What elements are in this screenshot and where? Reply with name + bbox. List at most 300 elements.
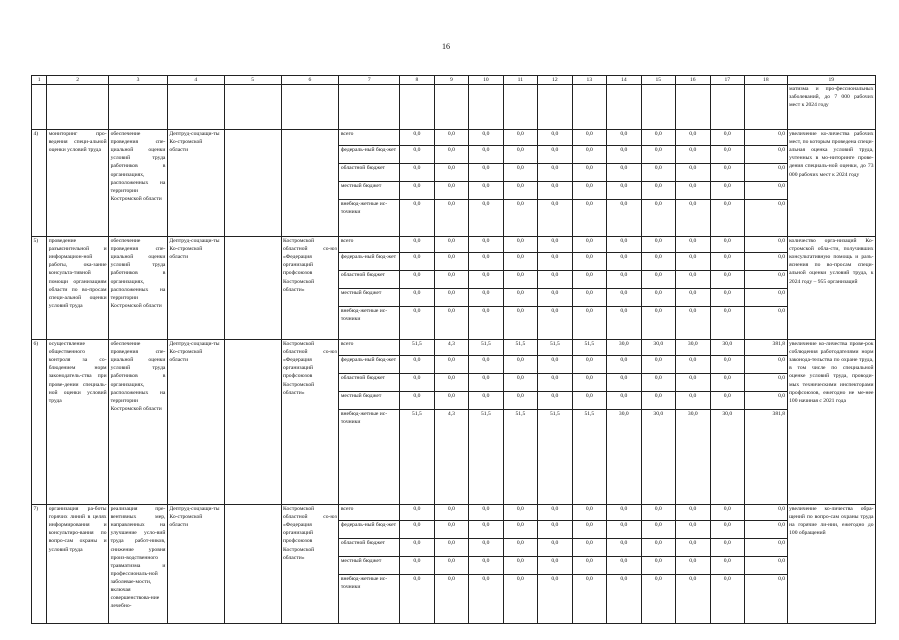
funding-source-cell: областной бюджет [339,374,400,392]
value-cell: 0,0 [400,575,434,624]
value-cell: 0,0 [607,374,641,392]
value-cell: 0,0 [676,200,710,237]
column-number: 12 [538,76,572,85]
empty-cell [167,85,224,130]
value-cell: 0,0 [745,130,788,146]
value-cell: 0,0 [469,253,503,271]
table-body [32,76,876,624]
value-cell: 0,0 [469,182,503,200]
value-cell: 0,0 [710,271,744,289]
value-cell: 0,0 [710,539,744,557]
value-cell: 0,0 [434,392,468,410]
value-cell: 0,0 [607,130,641,146]
value-cell: 0,0 [607,356,641,374]
value-cell: 30,0 [710,410,744,505]
value-cell: 0,0 [676,521,710,539]
column-number: 3 [109,76,168,85]
value-cell: 0,0 [538,505,572,521]
value-cell: 0,0 [400,200,434,237]
value-cell: 0,0 [503,307,537,340]
value-cell: 0,0 [745,557,788,575]
row-number-cell: 5) [32,237,47,340]
value-cell: 0,0 [572,575,606,624]
empty-cell [503,85,537,130]
value-cell: 0,0 [434,200,468,237]
value-cell: 0,0 [434,130,468,146]
table-row [32,130,876,146]
value-cell: 0,0 [607,182,641,200]
value-cell: 0,0 [710,521,744,539]
result-cell: количество орга-низаций Ко-стромской обла-сти, получивших консультативную помощь и разъ-яснения по во-просам специ-альной оценки условий труда, к 2024 году – 955 организаций [787,237,875,340]
value-cell: 0,0 [572,392,606,410]
value-cell: 0,0 [538,307,572,340]
value-cell: 0,0 [676,356,710,374]
funding-source-cell: областной бюджет [339,164,400,182]
value-cell: 0,0 [503,539,537,557]
value-cell: 0,0 [400,289,434,307]
value-cell: 0,0 [641,271,675,289]
value-cell: 51,5 [400,340,434,356]
value-cell: 0,0 [607,521,641,539]
column-number: 6 [281,76,339,85]
empty-cell [281,85,339,130]
value-cell: 0,0 [572,146,606,164]
value-cell: 0,0 [538,539,572,557]
value-cell: 0,0 [434,164,468,182]
value-cell: 0,0 [641,200,675,237]
value-cell: 0,0 [469,356,503,374]
funding-source-cell: областной бюджет [339,539,400,557]
value-cell: 0,0 [745,356,788,374]
value-cell: 0,0 [641,164,675,182]
value-cell: 0,0 [538,182,572,200]
value-cell: 0,0 [538,521,572,539]
value-cell: 0,0 [503,392,537,410]
activity-cell: организация ра-боты горячих линий в целях информирования и консультиро-вания по вопро-сам охраны и условий труда [47,505,109,624]
value-cell: 381,8 [745,340,788,356]
funding-source-cell: всего [339,505,400,521]
content-cell: обеспечение проведения спе-циальной оценки условий труда работников в организациях, расположенных на территории Костромской области [109,237,168,340]
empty-cell [641,85,675,130]
value-cell: 0,0 [538,200,572,237]
value-cell: 0,0 [710,200,744,237]
funding-source-cell: федераль-ный бюд-жет [339,356,400,374]
empty-cell [224,85,281,130]
value-cell: 30,0 [710,340,744,356]
executor-cell: Дептруд-соцзащи-ты Ко-стромской области [167,505,224,624]
value-cell: 0,0 [745,182,788,200]
value-cell: 0,0 [538,130,572,146]
value-cell: 51,5 [469,410,503,505]
value-cell: 0,0 [503,575,537,624]
value-cell: 4,3 [434,410,468,505]
activity-cell: осуществление общественного контроля за со-блюдением норм законодатель-ства при прове-дении специаль-ной оценки условий труда [47,340,109,505]
value-cell: 0,0 [469,164,503,182]
column-number: 9 [434,76,468,85]
value-cell: 0,0 [503,289,537,307]
executor-cell: Дептруд-соцзащи-ты Ко-стромской области [167,237,224,340]
value-cell: 0,0 [503,130,537,146]
value-cell: 51,5 [400,410,434,505]
result-cell: увеличение ко-личества прове-рок соблюдения работодателями норм законода-тельства по охране труда, в том числе по специальной оценке условий труда, проводи-мых техническими инспекторами профсоюзов, ежегодно не ме-нее 100 начиная с 2021 года [787,340,875,505]
column-number: 11 [503,76,537,85]
value-cell: 0,0 [710,164,744,182]
value-cell: 0,0 [469,575,503,624]
value-cell: 0,0 [745,307,788,340]
value-cell: 30,0 [676,340,710,356]
value-cell: 0,0 [607,253,641,271]
value-cell: 0,0 [434,356,468,374]
empty-cell [339,85,400,130]
value-cell: 0,0 [745,289,788,307]
column-number: 10 [469,76,503,85]
page-number: 16 [442,42,450,51]
value-cell: 0,0 [400,164,434,182]
value-cell: 0,0 [503,356,537,374]
column-number: 13 [572,76,606,85]
value-cell: 0,0 [538,392,572,410]
value-cell: 0,0 [641,575,675,624]
value-cell: 0,0 [400,356,434,374]
value-cell: 0,0 [469,539,503,557]
value-cell: 0,0 [572,253,606,271]
value-cell: 0,0 [710,575,744,624]
value-cell: 0,0 [641,356,675,374]
value-cell: 0,0 [745,164,788,182]
empty-cell [538,85,572,130]
funding-source-cell: всего [339,130,400,146]
value-cell: 4,3 [434,340,468,356]
value-cell: 0,0 [676,505,710,521]
value-cell: 30,0 [607,410,641,505]
value-cell: 0,0 [607,505,641,521]
participants-cell: Костромской областной со-юз «Федерация организаций профсоюзов Костромской области» [281,505,339,624]
funding-source-cell: всего [339,237,400,253]
value-cell: 0,0 [469,557,503,575]
value-cell: 0,0 [469,289,503,307]
funding-source-cell: федераль-ный бюд-жет [339,146,400,164]
value-cell: 0,0 [469,130,503,146]
value-cell: 0,0 [503,146,537,164]
row-number-cell: 4) [32,130,47,237]
value-cell: 51,5 [538,340,572,356]
value-cell: 0,0 [710,237,744,253]
value-cell: 0,0 [503,557,537,575]
value-cell: 0,0 [538,575,572,624]
value-cell: 0,0 [469,307,503,340]
empty-cell [400,85,434,130]
table-row [32,340,876,356]
empty-cell [224,237,281,340]
program-measures-table [31,75,876,624]
value-cell: 30,0 [641,410,675,505]
value-cell: 381,8 [745,410,788,505]
content-cell: обеспечение проведения спе-циальной оценки условий труда работников в организациях, расположенных на территории Костромской области [109,130,168,237]
value-cell: 0,0 [710,505,744,521]
value-cell: 0,0 [710,146,744,164]
column-number: 19 [787,76,875,85]
value-cell: 0,0 [572,271,606,289]
value-cell: 0,0 [538,557,572,575]
value-cell: 0,0 [676,539,710,557]
value-cell: 51,5 [538,410,572,505]
result-cell: увеличение ко-личества обра-щений по вопро-сам охраны труда на горячие ли-нии, ежегодно до 100 обращений [787,505,875,624]
value-cell: 0,0 [469,237,503,253]
value-cell: 0,0 [710,182,744,200]
row-number-cell: 6) [32,340,47,505]
value-cell: 0,0 [400,307,434,340]
value-cell: 0,0 [641,505,675,521]
value-cell: 0,0 [434,289,468,307]
value-cell: 0,0 [607,392,641,410]
empty-cell [710,85,744,130]
column-number: 17 [710,76,744,85]
empty-cell [47,85,109,130]
participants-cell: Костромской областной со-юз «Федерация организаций профсоюзов Костромской области» [281,340,339,505]
value-cell: 0,0 [607,164,641,182]
empty-cell [469,85,503,130]
funding-source-cell: внебюд-жетные ис-точники [339,307,400,340]
value-cell: 0,0 [607,307,641,340]
value-cell: 0,0 [538,164,572,182]
value-cell: 0,0 [572,374,606,392]
value-cell: 0,0 [745,200,788,237]
value-cell: 0,0 [572,182,606,200]
value-cell: 0,0 [676,164,710,182]
value-cell: 0,0 [434,505,468,521]
value-cell: 0,0 [400,146,434,164]
value-cell: 0,0 [400,374,434,392]
value-cell: 0,0 [607,200,641,237]
value-cell: 0,0 [434,307,468,340]
value-cell: 0,0 [503,271,537,289]
value-cell: 0,0 [641,539,675,557]
value-cell: 0,0 [538,237,572,253]
column-number: 14 [607,76,641,85]
value-cell: 0,0 [572,164,606,182]
value-cell: 0,0 [400,521,434,539]
value-cell: 0,0 [641,557,675,575]
value-cell: 0,0 [607,557,641,575]
value-cell: 0,0 [676,146,710,164]
value-cell: 0,0 [469,146,503,164]
column-number: 5 [224,76,281,85]
value-cell: 0,0 [400,237,434,253]
executor-cell: Дептруд-соцзащи-ты Ко-стромской области [167,340,224,505]
value-cell: 0,0 [572,289,606,307]
value-cell: 0,0 [503,200,537,237]
value-cell: 51,5 [572,410,606,505]
funding-source-cell: местный бюджет [339,392,400,410]
empty-cell [224,130,281,237]
value-cell: 0,0 [607,539,641,557]
value-cell: 0,0 [641,374,675,392]
empty-cell [745,85,788,130]
result-cell: матизма и про-фессиональных заболеваний, до 7 000 рабочих мест к 2024 году [787,85,875,130]
value-cell: 0,0 [538,374,572,392]
value-cell: 0,0 [641,392,675,410]
value-cell: 0,0 [607,271,641,289]
value-cell: 0,0 [400,271,434,289]
funding-source-cell: внебюд-жетные ис-точники [339,200,400,237]
value-cell: 30,0 [607,340,641,356]
value-cell: 0,0 [641,521,675,539]
funding-source-cell: федераль-ный бюд-жет [339,521,400,539]
value-cell: 0,0 [710,374,744,392]
column-number: 8 [400,76,434,85]
value-cell: 0,0 [676,253,710,271]
value-cell: 0,0 [745,237,788,253]
value-cell: 0,0 [676,374,710,392]
value-cell: 0,0 [641,307,675,340]
value-cell: 51,5 [469,340,503,356]
funding-source-cell: внебюд-жетные ис-точники [339,410,400,505]
funding-source-cell: областной бюджет [339,271,400,289]
value-cell: 0,0 [434,374,468,392]
value-cell: 0,0 [538,271,572,289]
value-cell: 0,0 [503,164,537,182]
value-cell: 0,0 [434,146,468,164]
value-cell: 0,0 [503,182,537,200]
value-cell: 0,0 [745,374,788,392]
value-cell: 0,0 [572,237,606,253]
value-cell: 0,0 [572,356,606,374]
value-cell: 0,0 [538,253,572,271]
value-cell: 0,0 [676,557,710,575]
value-cell: 0,0 [572,539,606,557]
value-cell: 0,0 [572,307,606,340]
value-cell: 0,0 [538,356,572,374]
value-cell: 0,0 [607,575,641,624]
value-cell: 0,0 [641,182,675,200]
value-cell: 0,0 [572,521,606,539]
value-cell: 51,5 [503,410,537,505]
value-cell: 0,0 [745,146,788,164]
value-cell: 0,0 [572,130,606,146]
empty-cell [607,85,641,130]
value-cell: 0,0 [710,289,744,307]
value-cell: 0,0 [710,253,744,271]
table-row [32,505,876,521]
column-number: 2 [47,76,109,85]
content-cell: реализация пре-вентивных мер, направленных на улучшение усло-вий труда работ-ников, снижение уровня произ-водственного травматизма и профессиональ-ной заболевае-мости, включая совершенствова-ние лечебно- [109,505,168,624]
value-cell: 30,0 [676,410,710,505]
value-cell: 0,0 [641,289,675,307]
funding-source-cell: местный бюджет [339,182,400,200]
column-number: 16 [676,76,710,85]
column-number: 4 [167,76,224,85]
value-cell: 0,0 [676,307,710,340]
value-cell: 0,0 [676,289,710,307]
empty-cell [572,85,606,130]
value-cell: 0,0 [745,521,788,539]
value-cell: 0,0 [676,392,710,410]
value-cell: 0,0 [434,237,468,253]
value-cell: 0,0 [503,505,537,521]
value-cell: 0,0 [469,200,503,237]
value-cell: 0,0 [469,392,503,410]
row-number-cell: 7) [32,505,47,624]
value-cell: 0,0 [745,539,788,557]
funding-source-cell: местный бюджет [339,289,400,307]
value-cell: 0,0 [503,237,537,253]
value-cell: 0,0 [400,539,434,557]
column-number: 18 [745,76,788,85]
empty-cell [676,85,710,130]
participants-cell [281,130,339,237]
value-cell: 0,0 [607,237,641,253]
value-cell: 0,0 [400,505,434,521]
value-cell: 0,0 [434,253,468,271]
value-cell: 0,0 [434,539,468,557]
column-number: 7 [339,76,400,85]
value-cell: 0,0 [710,392,744,410]
value-cell: 0,0 [400,182,434,200]
value-cell: 0,0 [676,130,710,146]
column-number-row [32,76,876,85]
value-cell: 30,0 [641,340,675,356]
funding-source-cell: внебюд-жетные ис-точники [339,575,400,624]
value-cell: 0,0 [710,130,744,146]
value-cell: 0,0 [503,374,537,392]
value-cell: 0,0 [676,182,710,200]
carryover-row [32,85,876,130]
value-cell: 51,5 [503,340,537,356]
value-cell: 0,0 [641,130,675,146]
value-cell: 0,0 [400,253,434,271]
value-cell: 0,0 [400,130,434,146]
empty-cell [434,85,468,130]
value-cell: 0,0 [641,237,675,253]
value-cell: 0,0 [469,374,503,392]
empty-cell [109,85,168,130]
value-cell: 0,0 [607,146,641,164]
table-row [32,237,876,253]
value-cell: 0,0 [641,146,675,164]
value-cell: 0,0 [710,356,744,374]
value-cell: 0,0 [710,307,744,340]
value-cell: 0,0 [710,557,744,575]
value-cell: 51,5 [572,340,606,356]
value-cell: 0,0 [434,271,468,289]
value-cell: 0,0 [400,557,434,575]
value-cell: 0,0 [607,289,641,307]
value-cell: 0,0 [538,146,572,164]
value-cell: 0,0 [745,271,788,289]
executor-cell: Дептруд-соцзащи-ты Ко-стромской области [167,130,224,237]
value-cell: 0,0 [503,253,537,271]
empty-cell [224,505,281,624]
value-cell: 0,0 [745,253,788,271]
funding-source-cell: федераль-ный бюд-жет [339,253,400,271]
value-cell: 0,0 [572,505,606,521]
value-cell: 0,0 [434,521,468,539]
column-number: 15 [641,76,675,85]
value-cell: 0,0 [400,392,434,410]
empty-cell [32,85,47,130]
value-cell: 0,0 [434,557,468,575]
funding-source-cell: местный бюджет [339,557,400,575]
value-cell: 0,0 [572,200,606,237]
value-cell: 0,0 [538,289,572,307]
value-cell: 0,0 [469,505,503,521]
funding-source-cell: всего [339,340,400,356]
value-cell: 0,0 [469,271,503,289]
empty-cell [224,340,281,505]
value-cell: 0,0 [572,557,606,575]
content-cell: обеспечение проведения спе-циальной оценки условий труда работников в организациях, расположенных на территории Костромской области [109,340,168,505]
result-cell: увеличение ко-личества рабочих мест, по которым проведена специ-альная оценка условий труда, учтенных в мо-ниторинге прове-дения специаль-ной оценки, до 73 000 рабочих мест к 2024 году [787,130,875,237]
